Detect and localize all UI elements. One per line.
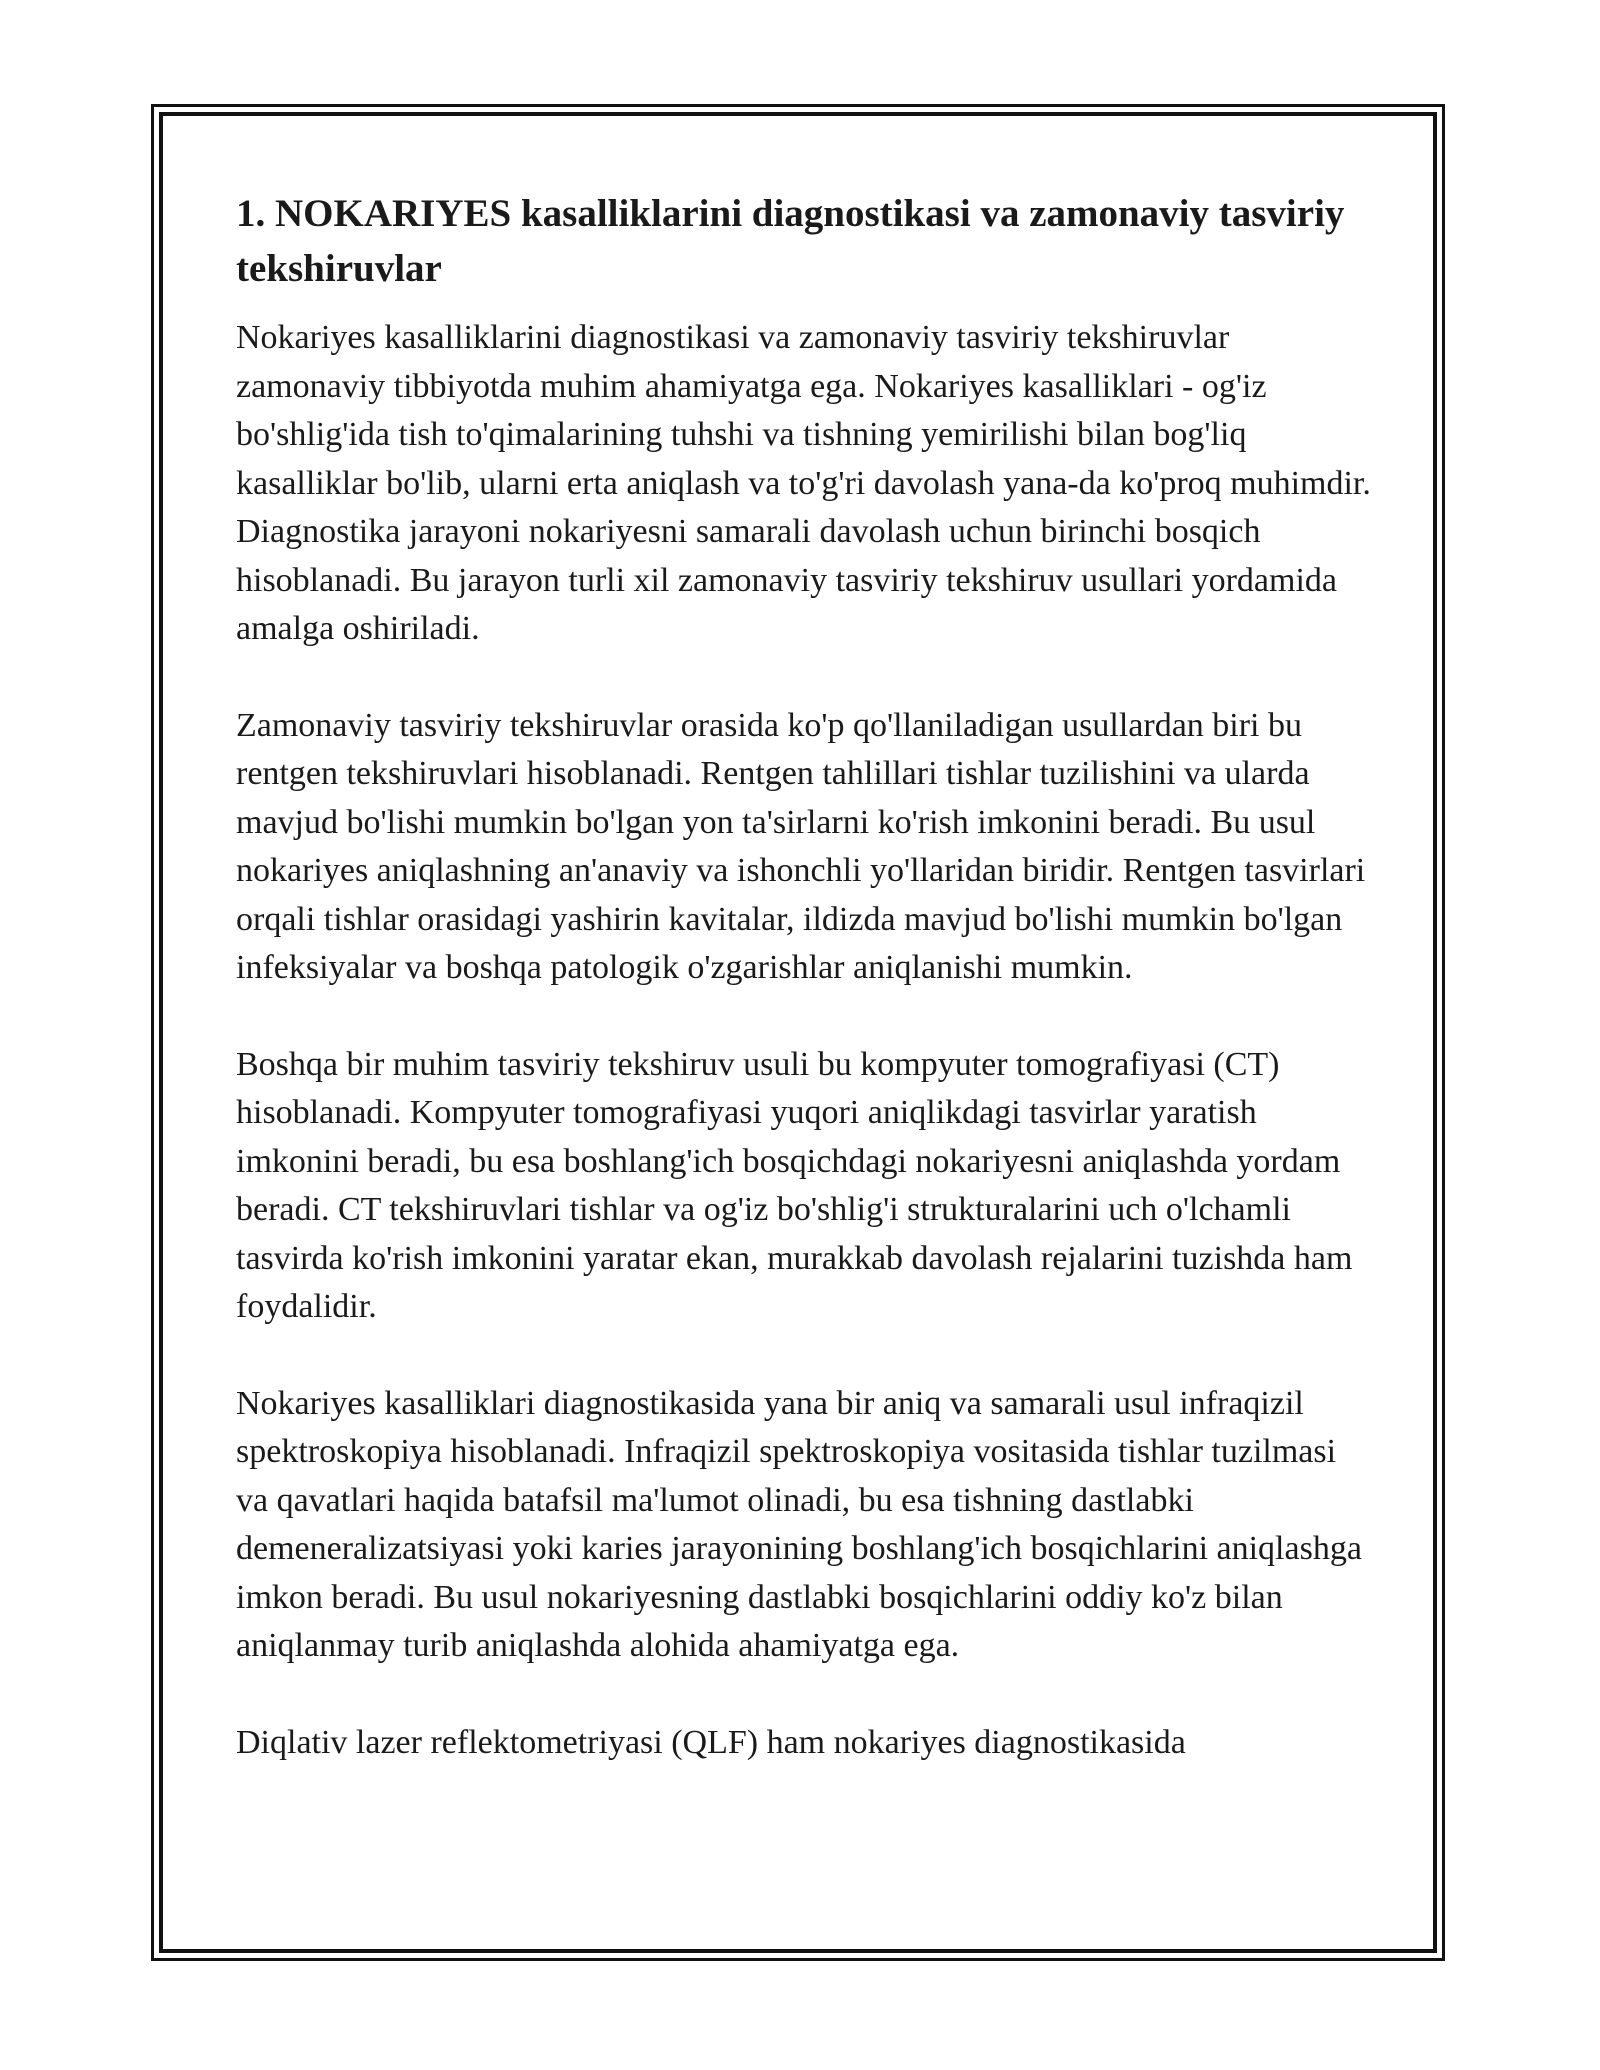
paragraph-infrared: Nokariyes kasalliklari diagnostikasida yana bir aniq va samarali usul infraqizil spektroskopiya hisoblanadi. Infraqizil spektroskopiya vositasida tishlar tuzilmasi va qavatlari haqida batafsil ma'lumot olinadi, bu esa tishning dastlabki demeneralizatsiyasi yoki karies jarayonining boshlang'ich bosqichlarini aniqlashga imkon beradi. Bu usul nokariyesning dastlabki bosqichlarini oddiy ko'z bilan aniqlanmay turib aniqlashda alohida ahamiyatga ega. xyxy=(236,1384,1362,1664)
paragraph-xray: Zamonaviy tasviriy tekshiruvlar orasida ko'p qo'llaniladigan usullardan biri bu rentgen tekshiruvlari hisoblanadi. Rentgen tahlillari tishlar tuzilishini va ularda mavjud bo'lishi mumkin bo'lgan yon ta'sirlarni ko'rish imkonini beradi. Bu usul nokariyes aniqlashning an'anaviy va ishonchli yo'llaridan biridir. Rentgen tasvirlari orqali tishlar orasidagi yashirin kavitalar, ildizda mavjud bo'lishi mumkin bo'lgan infeksiyalar va boshqa patologik o'zgarishlar aniqlanishi mumkin. xyxy=(236,706,1366,986)
paragraph-qlf: Diqlativ lazer reflektometriyasi (QLF) ham nokariyes diagnostikasida xyxy=(236,1723,1186,1761)
document-body xyxy=(236,186,1376,1815)
paragraph-ct: Boshqa bir muhim tasviriy tekshiruv usuli bu kompyuter tomografiyasi (CT) hisoblanadi. Kompyuter tomografiyasi yuqori aniqlikdagi tasvirlar yaratish imkonini beradi, bu esa boshlang'ich bosqichdagi nokariyesni aniqlashda yordam beradi. CT tekshiruvlari tishlar va og'iz bo'shlig'i strukturalarini uch o'lchamli tasvirda ko'rish imkonini yaratar ekan, murakkab davolash rejalarini tuzishda ham foydalidir. xyxy=(236,1045,1353,1325)
section-heading: 1. NOKARIYES kasalliklarini diagnostikasi va zamonaviy tasviriy tekshiruvlar xyxy=(236,192,1345,290)
paragraph-intro: Nokariyes kasalliklarini diagnostikasi va zamonaviy tasviriy tekshiruvlar zamonaviy tibbiyotda muhim ahamiyatga ega. Nokariyes kasalliklari - og'iz bo'shlig'ida tish to'qimalarining tuhshi va tishning yemirilishi bilan bog'liq kasalliklar bo'lib, ularni erta aniqlash va to'g'ri davolash yana-da ko'proq muhimdir. Diagnostika jarayoni nokariyesni samarali davolash uchun birinchi bosqich hisoblanadi. Bu jarayon turli xil zamonaviy tasviriy tekshiruv usullari yordamida amalga oshiriladi. xyxy=(236,319,1371,647)
